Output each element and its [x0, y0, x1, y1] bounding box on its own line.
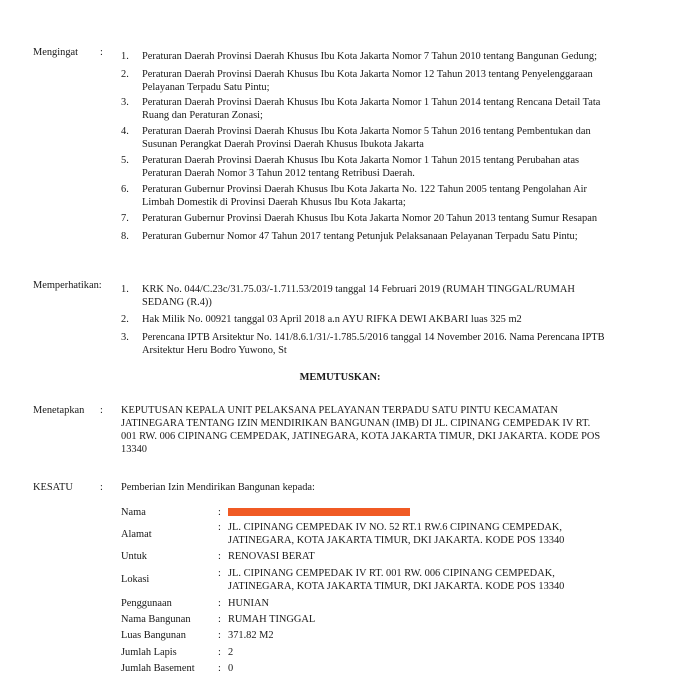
field-nama-colon: : — [218, 507, 221, 518]
field-untuk-value: RENOVASI BERAT — [228, 551, 315, 562]
mengingat-num-5: 5. — [121, 155, 129, 166]
kesatu-intro: Pemberian Izin Mendirikan Bangunan kepada: — [121, 482, 315, 493]
field-lokasi-colon: : — [218, 568, 221, 579]
memperhatikan-item-1-line2: SEDANG (R.4)) — [142, 297, 212, 308]
menetapkan-line-1: KEPUTUSAN KEPALA UNIT PELAKSANA PELAYANAN TERPADU SATU PINTU KECAMATAN — [121, 405, 558, 416]
memperhatikan-item-1-line1: KRK No. 044/C.23c/31.75.03/-1.711.53/2019 tanggal 14 Februari 2019 (RUMAH TINGGAL/RUMAH — [142, 284, 575, 295]
mengingat-num-3: 3. — [121, 97, 129, 108]
mengingat-item-6-line1: Peraturan Gubernur Provinsi Daerah Khusus Ibu Kota Jakarta No. 122 Tahun 2005 tentang Pengolahan Air — [142, 184, 587, 195]
memutuskan-heading: MEMUTUSKAN: — [299, 372, 381, 383]
kesatu-colon: : — [100, 482, 103, 493]
menetapkan-line-4: 13340 — [121, 444, 147, 455]
field-alamat-line1: JL. CIPINANG CEMPEDAK IV NO. 52 RT.1 RW.6 CIPINANG CEMPEDAK, — [228, 522, 563, 533]
field-luas-bangunan-key: Luas Bangunan — [121, 630, 186, 641]
memperhatikan-item-3-line1: Perencana IPTB Arsitektur No. 141/8.6.1/31/-1.785.5/2016 tanggal 14 November 2016. Nama Perencana IPTB — [142, 332, 605, 343]
field-penggunaan-colon: : — [218, 598, 221, 609]
mengingat-item-5-line1: Peraturan Daerah Provinsi Daerah Khusus Ibu Kota Jakarta Nomor 1 Tahun 2015 tentang Perubahan atas — [142, 155, 580, 166]
redacted-name-bar — [228, 508, 410, 516]
field-alamat-line2: JATINEGARA, KOTA JAKARTA TIMUR, DKI JAKARTA. KODE POS 13340 — [228, 535, 565, 546]
field-jumlah-basement-key: Jumlah Basement — [121, 663, 195, 674]
field-alamat-key: Alamat — [121, 529, 152, 540]
memperhatikan-num-2: 2. — [121, 314, 129, 325]
memperhatikan-num-3: 3. — [121, 332, 129, 343]
mengingat-item-3-line1: Peraturan Daerah Provinsi Daerah Khusus Ibu Kota Jakarta Nomor 1 Tahun 2014 tentang Rencana Detail Tata — [142, 97, 601, 108]
mengingat-item-4-line1: Peraturan Daerah Provinsi Daerah Khusus Ibu Kota Jakarta Nomor 5 Tahun 2016 tentang Pembentukan dan — [142, 126, 591, 137]
field-lokasi-line1: JL. CIPINANG CEMPEDAK IV RT. 001 RW. 006 CIPINANG CEMPEDAK, — [228, 568, 555, 579]
field-luas-bangunan-colon: : — [218, 630, 221, 641]
menetapkan-colon: : — [100, 405, 103, 416]
field-nama-bangunan-key: Nama Bangunan — [121, 614, 191, 625]
mengingat-num-8: 8. — [121, 231, 129, 242]
memperhatikan-num-1: 1. — [121, 284, 129, 295]
memperhatikan-item-2: Hak Milik No. 00921 tanggal 03 April 2018 a.n AYU RIFKA DEWI AKBARI luas 325 m2 — [142, 314, 522, 325]
field-jumlah-basement-value: 0 — [228, 663, 234, 674]
mengingat-num-2: 2. — [121, 69, 129, 80]
field-penggunaan-key: Penggunaan — [121, 598, 172, 609]
mengingat-item-7: Peraturan Gubernur Provinsi Daerah Khusus Ibu Kota Jakarta Nomor 20 Tahun 2013 tentang Sumur Resapan — [142, 213, 598, 224]
mengingat-item-1: Peraturan Daerah Provinsi Daerah Khusus Ibu Kota Jakarta Nomor 7 Tahun 2010 tentang Bangunan Gedung; — [142, 51, 598, 62]
mengingat-num-4: 4. — [121, 126, 129, 137]
field-nama-bangunan-colon: : — [218, 614, 221, 625]
kesatu-label: KESATU — [33, 482, 73, 493]
field-alamat-colon: : — [218, 522, 221, 533]
mengingat-colon: : — [100, 47, 103, 58]
mengingat-item-6-line2: Limbah Domestik di Provinsi Daerah Khusus Ibu Kota Jakarta; — [142, 197, 406, 208]
menetapkan-line-2: JATINEGARA TENTANG IZIN MENDIRIKAN BANGUNAN (IMB) DI JL. CIPINANG CEMPEDAK IV RT. — [121, 418, 591, 429]
mengingat-num-7: 7. — [121, 213, 129, 224]
mengingat-num-1: 1. — [121, 51, 129, 62]
field-jumlah-lapis-key: Jumlah Lapis — [121, 647, 177, 658]
mengingat-item-3-line2: Ruang dan Peraturan Zonasi; — [142, 110, 263, 121]
menetapkan-label: Menetapkan — [33, 405, 85, 416]
field-jumlah-basement-colon: : — [218, 663, 221, 674]
memperhatikan-item-3-line2: Arsitektur Heru Bodro Yuwono, St — [142, 345, 287, 356]
field-lokasi-key: Lokasi — [121, 574, 150, 585]
field-lokasi-line2: JATINEGARA, KOTA JAKARTA TIMUR, DKI JAKARTA. KODE POS 13340 — [228, 581, 565, 592]
mengingat-num-6: 6. — [121, 184, 129, 195]
field-jumlah-lapis-colon: : — [218, 647, 221, 658]
field-penggunaan-value: HUNIAN — [228, 598, 269, 609]
field-nama-key: Nama — [121, 507, 146, 518]
field-jumlah-lapis-value: 2 — [228, 647, 234, 658]
memperhatikan-label: Memperhatikan: — [33, 280, 102, 291]
mengingat-label: Mengingat — [33, 47, 79, 58]
mengingat-item-2-line1: Peraturan Daerah Provinsi Daerah Khusus Ibu Kota Jakarta Nomor 12 Tahun 2013 tentang Penyelenggaraan — [142, 69, 593, 80]
field-untuk-key: Untuk — [121, 551, 147, 562]
mengingat-item-2-line2: Pelayanan Terpadu Satu Pintu; — [142, 82, 270, 93]
field-untuk-colon: : — [218, 551, 221, 562]
menetapkan-line-3: 001 RW. 006 CIPINANG CEMPEDAK, JATINEGARA, KOTA JAKARTA TIMUR, DKI JAKARTA. KODE POS — [121, 431, 601, 442]
field-nama-bangunan-value: RUMAH TINGGAL — [228, 614, 316, 625]
mengingat-item-4-line2: Susunan Perangkat Daerah Provinsi Daerah Khusus Ibukota Jakarta — [142, 139, 424, 150]
mengingat-item-8: Peraturan Gubernur Nomor 47 Tahun 2017 tentang Petunjuk Pelaksanaan Pelayanan Terpadu Satu Pintu; — [142, 231, 578, 242]
field-luas-bangunan-value: 371.82 M2 — [228, 630, 274, 641]
mengingat-item-5-line2: Peraturan Daerah Nomor 3 Tahun 2012 tentang Retribusi Daerah. — [142, 168, 415, 179]
